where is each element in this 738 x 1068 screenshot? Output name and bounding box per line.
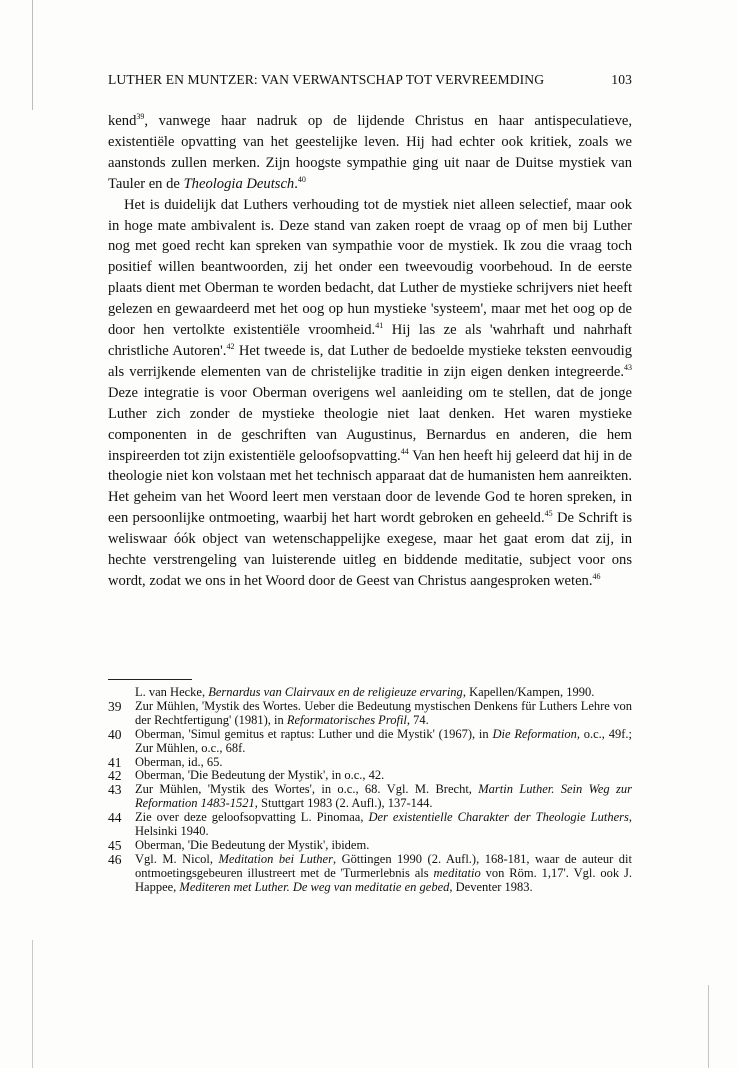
footnote-ref-41: 41 <box>375 321 384 331</box>
italic-title: Martin Luther. Sein Weg zur Reformation 1483-1521 <box>135 782 632 811</box>
paragraph-1 <box>108 111 632 195</box>
footnote-ref-39: 39 <box>136 112 145 121</box>
footnote-45 <box>108 839 632 853</box>
footnote-divider <box>108 679 192 680</box>
page-header <box>108 72 632 92</box>
footnote-40 <box>108 728 632 756</box>
text-run: Het is duidelijk dat Luthers verhouding tot de mystiek niet alleen selectief, maar ook in hoge mate ambivalent is. Deze stand van zaken roept de vraag op of men bij Luther nog met goed recht kan spreken van sympathie voor de mystiek. Ik zou die vraag toch positief willen beantwoorden, zij het onder een tweevoudig voorbehoud. In de eerste plaats dient met Oberman te worden bedacht, dat Luther de mystieke schrijvers niet heeft gelezen en gewaardeerd met het oog op hun mystieke 'systeem', maar met het oog op de door hen vertolkte existentiële vroomheid. <box>108 196 632 339</box>
text-run: L. van Hecke, <box>135 685 209 699</box>
footnote-number: 41 <box>108 754 122 770</box>
footnote-ref-46: 46 <box>592 571 601 581</box>
text-run: Het tweede is, dat Luther de bedoelde mystieke teksten eenvoudig als verrijkende elementen van de christelijke traditie in zijn eigen denken integreerde. <box>108 342 632 380</box>
italic-title: Mediteren met Luther. De weg van meditatie en gebed <box>179 879 450 894</box>
footnote-number: 42 <box>108 768 122 784</box>
footnote-42 <box>108 769 632 783</box>
footnote-ref-42: 42 <box>226 341 235 351</box>
paragraph-2 <box>108 195 632 592</box>
footnote-number: 45 <box>108 837 122 853</box>
text-run: Oberman, 'Die Bedeutung der Mystik', in o.c., 42. <box>135 768 385 783</box>
running-title: LUTHER EN MUNTZER: VAN VERWANTSCHAP TOT VERVREEMDING <box>108 72 545 87</box>
footnote-ref-45: 45 <box>544 509 553 519</box>
footnote-continuation <box>108 686 632 700</box>
text-run: , 74. <box>406 712 429 727</box>
footnote-ref-44: 44 <box>400 446 409 456</box>
text-run: von Röm. 1,17'. Vgl. ook J. Happee, <box>135 865 633 894</box>
footnote-number: 40 <box>108 726 122 742</box>
text-run: , Kapellen/Kampen, 1990. <box>462 685 595 699</box>
footnote-number: 43 <box>108 782 122 798</box>
text-run: Deze integratie is voor Oberman overigens wel aanleiding om te stellen, dat de jonge Luther zich zonder de mystieke theologie niet laat denken. Het waren mystieke componenten in de geschriften van Augustinus, Bernardus en anderen, die hem inspireerden tot zijn existentiële geloofsopvatting. <box>108 384 632 464</box>
text-run: Zie over deze geloofsopvatting L. Pinomaa, <box>135 810 369 825</box>
text-run: Vgl. M. Nicol, <box>135 851 219 866</box>
text-run: Zur Mühlen, 'Mystik des Wortes', in o.c., 68. Vgl. M. Brecht, <box>135 782 479 797</box>
text-run: Oberman, 'Simul gemitus et raptus: Luther und die Mystik' (1967), in <box>135 726 493 741</box>
italic-term: meditatio <box>433 865 481 880</box>
footnote-39 <box>108 700 632 728</box>
footnote-44 <box>108 811 632 839</box>
footnote-ref-43: 43 <box>624 362 632 372</box>
text-run: Zur Mühlen, 'Mystik des Wortes. Ueber die Bedeutung mystischen Denkens für Luthers Lehre von der Rechtfertigung' (1981), in <box>135 698 632 727</box>
text-run: kend <box>108 113 137 129</box>
italic-title: Der existentielle Charakter der Theologie Luthers <box>368 810 629 825</box>
text-run: , Göttingen 1990 (2. Aufl.), 168-181, waar de auteur dit ontmoetingsgebeuren illustreert met de 'Turmerlebnis als <box>135 851 632 880</box>
text-run: , Deventer 1983. <box>449 879 533 894</box>
footnote-number: 44 <box>108 810 122 826</box>
footnote-43 <box>108 783 632 811</box>
scan-edge-line <box>708 985 709 1068</box>
footnotes <box>108 686 632 895</box>
text-run: , Stuttgart 1983 (2. Aufl.), 137-144. <box>254 796 433 811</box>
italic-title: Reformatorisches Profil <box>286 712 407 727</box>
footnote-ref-40: 40 <box>297 174 306 184</box>
text-run: , Helsinki 1940. <box>135 810 632 839</box>
text-run: Van hen heeft hij geleerd dat hij in de theologie niet kon volstaan met het technisch apparaat dat de humanisten hem aanreikten. Het geheim van het Woord leert men verstaan door de levende God te horen spreken, in een persoonlijke ontmoeting, waarbij het hart wordt gebroken en geheeld. <box>108 447 633 527</box>
text-run: . <box>294 175 298 192</box>
footnote-46 <box>108 853 632 895</box>
text-run: , o.c., 49f.; Zur Mühlen, o.c., 68f. <box>135 726 633 755</box>
page-number: 103 <box>611 72 632 87</box>
italic-title: Bernardus van Clairvaux en de religieuze ervaring <box>208 685 463 699</box>
body-text <box>108 111 632 592</box>
footnote-number: 39 <box>108 698 122 714</box>
text-run: Hij las ze als 'wahrhaft und nahrhaft christliche Autoren'. <box>108 322 632 359</box>
footnote-41 <box>108 756 632 770</box>
text-run: De Schrift is weliswaar óók object van wetenschappelijke exegese, maar het gaat erom dat zij, in hechte verstrengeling van luisterende uitleg en biddende meditatie, subject voor ons wordt, zodat we ons in het Woord door de Geest van Christus aangesproken weten. <box>108 510 633 589</box>
text-run: , vanwege haar nadruk op de lijdende Christus en haar antispeculatieve, existentiële opvatting van het geestelijke leven. Hij had echter ook kritiek, zoals we aanstonds zullen merken. Zijn hoogste sympathie ging uit naar de Duitse mystiek van Tauler en de <box>108 113 632 192</box>
text-run: Oberman, id., 65. <box>135 754 223 769</box>
scan-edge-line <box>32 0 33 110</box>
italic-title: Die Reformation <box>492 726 577 741</box>
text-run: Oberman, 'Die Bedeutung der Mystik', ibidem. <box>135 837 370 852</box>
italic-title: Meditation bei Luther <box>218 851 333 866</box>
footnote-number: 46 <box>108 851 122 867</box>
italic-title: Theologia Deutsch <box>183 175 295 192</box>
scan-edge-line <box>32 940 33 1068</box>
